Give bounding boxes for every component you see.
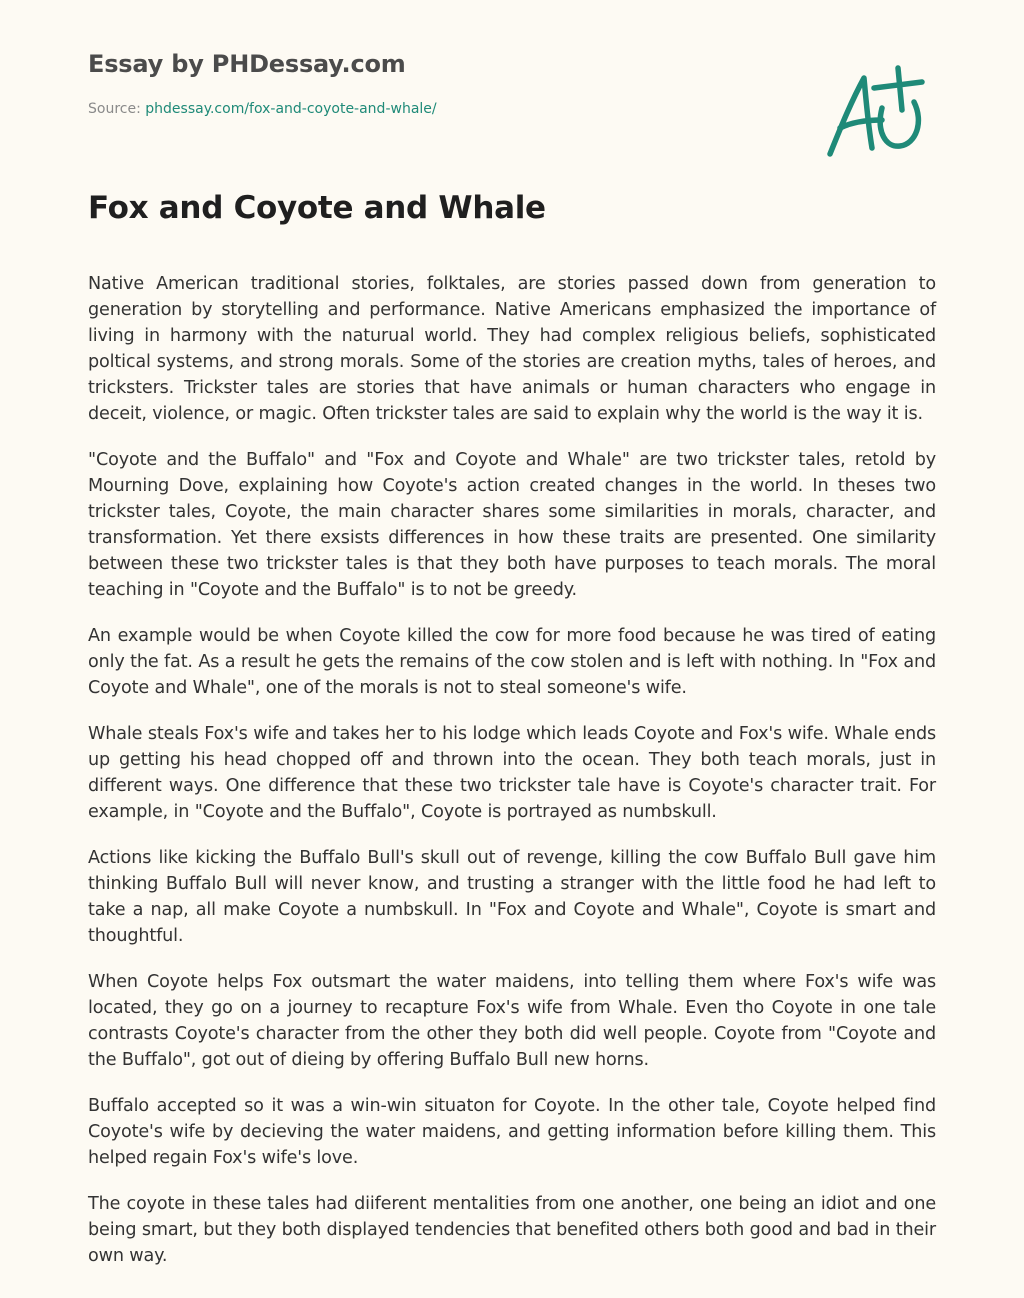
source-link[interactable]: phdessay.com/fox-and-coyote-and-whale/ [145, 101, 437, 117]
paragraph: Whale steals Fox's wife and takes her to his lodge which leads Coyote and Fox's wife. Whale ends up getting his head chopped off and thrown into the ocean. They both teach morals, just in different ways. One difference that these two trickster tale have is Coyote's character trait. For example, in "Coyote and the Buffalo", Coyote is portrayed as numbskull. [88, 724, 936, 822]
paragraph: Buffalo accepted so it was a win-win situaton for Coyote. In the other tale, Coyote helped find Coyote's wife by decieving the water maidens, and getting information before killing them. This helped regain Fox's wife's love. [88, 1096, 936, 1168]
paragraph: Native American traditional stories, folktales, are stories passed down from generation to generation by storytelling and performance. Native Americans emphasized the importance of living in harmony with the naturual world. They had complex religious beliefs, sophisticated poltical systems, and strong morals. Some of the stories are creation myths, tales of heroes, and tricksters. Trickster tales are stories that have animals or human characters who engage in deceit, violence, or magic. Often trickster tales are said to explain why the world is the way it is. [88, 274, 936, 424]
paragraph: Actions like kicking the Buffalo Bull's skull out of revenge, killing the cow Buffalo Bull gave him thinking Buffalo Bull will never know, and trusting a stranger with the little food he had left to take a nap, all make Coyote a numbskull. In "Fox and Coyote and Whale", Coyote is smart and thoughtful. [88, 848, 936, 946]
site-brand: Essay by PHDessay.com [88, 50, 406, 78]
paragraph: An example would be when Coyote killed the cow for more food because he was tired of eating only the fat. As a result he gets the remains of the cow stolen and is left with nothing. In "Fox and Coyote and Whale", one of the morals is not to steal someone's wife. [88, 626, 936, 698]
document-body [88, 271, 936, 1289]
a-plus-grade-icon [818, 62, 930, 162]
paragraph: When Coyote helps Fox outsmart the water maidens, into telling them where Fox's wife was located, they go on a journey to recapture Fox's wife from Whale. Even tho Coyote in one tale contrasts Coyote's character from the other they both did well people. Coyote from "Coyote and the Buffalo", got out of dieing by offering Buffalo Bull new horns. [88, 972, 936, 1070]
paragraph: "Coyote and the Buffalo" and "Fox and Coyote and Whale" are two trickster tales, retold by Mourning Dove, explaining how Coyote's action created changes in the world. In theses two trickster tales, Coyote, the main character shares some similarities in morals, character, and transformation. Yet there exsists differences in how these traits are presented. One similarity between these two trickster tales is that they both have purposes to teach morals. The moral teaching in "Coyote and the Buffalo" is to not be greedy. [88, 450, 936, 600]
source-label: Source: [88, 101, 146, 117]
source-line [88, 101, 437, 117]
paragraph: The coyote in these tales had diiferent mentalities from one another, one being an idiot and one being smart, but they both displayed tendencies that benefited others both good and bad in their own way. [88, 1194, 936, 1266]
document-title: Fox and Coyote and Whale [88, 190, 546, 226]
